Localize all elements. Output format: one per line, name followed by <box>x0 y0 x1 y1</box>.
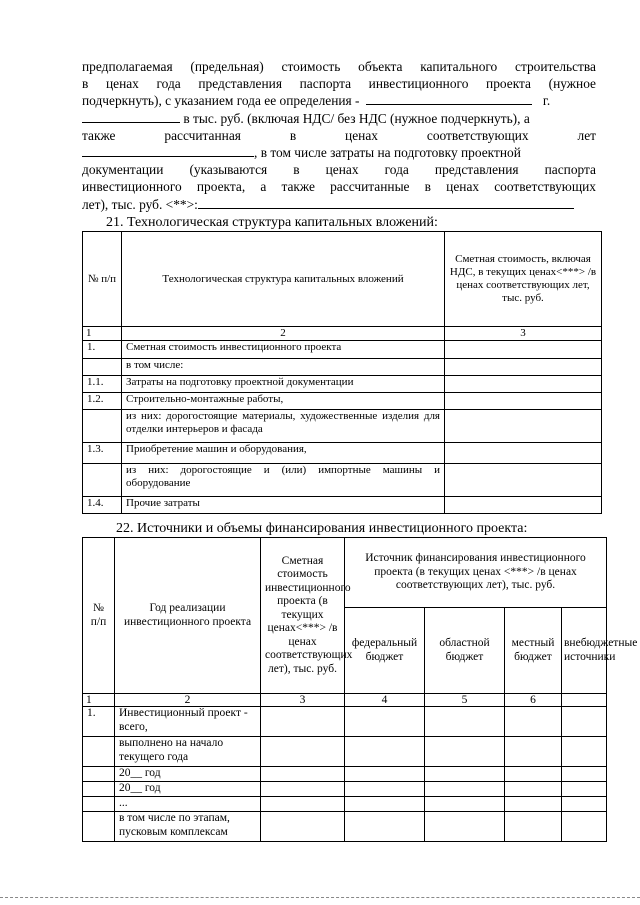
col-year-header: Год реализации инвестиционного проекта <box>115 538 261 694</box>
row-value <box>445 464 602 497</box>
row-num <box>83 767 115 782</box>
column-index-row <box>83 694 607 707</box>
table-row <box>83 737 607 767</box>
table-row <box>83 359 602 376</box>
row-label: Прочие затраты <box>122 497 445 514</box>
row-value <box>261 782 345 797</box>
table-header-row <box>83 232 602 327</box>
row-value <box>425 737 505 767</box>
col-cost-header: Сметная стоимость инвестиционного проекта (в текущих ценах<***> /в ценах соответствующих лет), тыс. руб. <box>261 538 345 694</box>
table-row <box>83 812 607 842</box>
row-value <box>562 782 607 797</box>
paragraph-text: лет), тыс. руб. <**>: <box>82 196 198 212</box>
table-row <box>83 443 602 464</box>
year-blank <box>366 92 532 105</box>
years-blank <box>82 144 254 157</box>
row-num <box>83 737 115 767</box>
row-num <box>83 464 122 497</box>
index-cell: 2 <box>122 327 445 341</box>
row-label: Инвестиционный проект - всего, <box>115 707 261 737</box>
row-value <box>445 341 602 359</box>
row-num <box>83 410 122 443</box>
row-value <box>445 393 602 410</box>
index-cell: 6 <box>505 694 562 707</box>
row-value <box>445 497 602 514</box>
paragraph-line <box>82 144 596 161</box>
row-value <box>445 376 602 393</box>
table-row <box>83 410 602 443</box>
row-value <box>505 737 562 767</box>
index-cell: 3 <box>445 327 602 341</box>
row-label: в том числе: <box>122 359 445 376</box>
row-value <box>425 767 505 782</box>
row-label: из них: дорогостоящие и (или) импортные машины и оборудование <box>122 464 445 497</box>
year-suffix: г. <box>542 93 551 109</box>
row-num <box>83 359 122 376</box>
financing-sources-table <box>82 537 638 842</box>
row-value <box>261 767 345 782</box>
row-value <box>345 812 425 842</box>
table-row <box>83 376 602 393</box>
index-cell: 5 <box>425 694 505 707</box>
table-row <box>83 797 607 812</box>
col-source-header: Источник финансирования инвестиционного проекта (в текущих ценах <***> /в ценах соответствующих лет), тыс. руб. <box>345 538 607 608</box>
col-federal-header: федеральный бюджет <box>345 608 425 694</box>
row-num <box>83 782 115 797</box>
cost-paragraph <box>82 58 596 213</box>
col-num-header: № п/п <box>83 538 115 694</box>
row-value <box>345 767 425 782</box>
row-label: выполнено на начало текущего года <box>115 737 261 767</box>
row-label: Строительно-монтажные работы, <box>122 393 445 410</box>
table-row <box>83 341 602 359</box>
col-local-header: местный бюджет <box>505 608 562 694</box>
row-value <box>562 707 607 737</box>
row-value <box>261 812 345 842</box>
paragraph-line: документации (указываются в ценах года представления паспорта <box>82 162 596 178</box>
index-cell <box>562 694 607 707</box>
paragraph-line: предполагаемая (предельная) стоимость объекта капитального строительства <box>82 59 596 74</box>
row-value <box>425 707 505 737</box>
paragraph-line <box>82 110 596 127</box>
row-label: 20__ год <box>115 782 261 797</box>
row-value <box>425 782 505 797</box>
row-num: 1.1. <box>83 376 122 393</box>
amount-blank <box>82 110 180 123</box>
row-value <box>562 797 607 812</box>
row-value <box>505 767 562 782</box>
row-label: Сметная стоимость инвестиционного проекта <box>122 341 445 359</box>
row-num: 1.2. <box>83 393 122 410</box>
row-value <box>345 737 425 767</box>
table-row <box>83 782 607 797</box>
row-value <box>562 737 607 767</box>
row-value <box>445 359 602 376</box>
row-num <box>83 812 115 842</box>
row-value <box>445 443 602 464</box>
index-cell: 3 <box>261 694 345 707</box>
paragraph-line <box>82 196 596 213</box>
row-label: 20__ год <box>115 767 261 782</box>
row-num: 1. <box>83 341 122 359</box>
capital-structure-table <box>82 231 602 514</box>
col-structure-header: Технологическая структура капитальных вложений <box>122 232 445 327</box>
index-cell: 1 <box>83 694 115 707</box>
row-label: в том числе по этапам, пусковым комплексам <box>115 812 261 842</box>
table-row <box>83 393 602 410</box>
row-value <box>261 707 345 737</box>
row-value <box>505 782 562 797</box>
col-offbudget-header: внебюджетные источники <box>562 608 607 694</box>
row-value <box>505 797 562 812</box>
table-row <box>83 707 607 737</box>
row-label: из них: дорогостоящие материалы, художественные изделия для отделки интерьеров и фасада <box>122 410 445 443</box>
index-cell: 4 <box>345 694 425 707</box>
row-value <box>261 737 345 767</box>
row-value <box>445 410 602 443</box>
paragraph-line: также рассчитанная в ценах соответствующих лет <box>82 127 596 143</box>
col-num-header: № п/п <box>83 232 122 327</box>
total-blank <box>198 196 574 209</box>
section-21-title: 21. Технологическая структура капитальных вложений: <box>106 215 438 230</box>
row-label: Затраты на подготовку проектной документации <box>122 376 445 393</box>
table-row <box>83 767 607 782</box>
col-regional-header: областной бюджет <box>425 608 505 694</box>
paragraph-line <box>82 92 596 109</box>
row-num: 1.4. <box>83 497 122 514</box>
row-value <box>505 812 562 842</box>
paragraph-text: подчеркнуть), с указанием года ее определения - <box>82 93 360 109</box>
row-value <box>505 707 562 737</box>
index-cell: 1 <box>83 327 122 341</box>
row-value <box>562 767 607 782</box>
paragraph-text: , в том числе затраты на подготовку проектной <box>254 144 521 160</box>
row-value <box>345 797 425 812</box>
scan-edge <box>0 897 640 900</box>
row-value <box>345 782 425 797</box>
row-num: 1. <box>83 707 115 737</box>
row-value <box>261 797 345 812</box>
col-cost-header: Сметная стоимость, включая НДС, в текущих ценах<***> /в ценах соответствующих лет, тыс. руб. <box>445 232 602 327</box>
row-label: Приобретение машин и оборудования, <box>122 443 445 464</box>
paragraph-line: инвестиционного проекта, а также рассчитанные в ценах соответствующих <box>82 179 596 195</box>
row-value <box>425 812 505 842</box>
row-value <box>425 797 505 812</box>
paragraph-text: в тыс. руб. (включая НДС/ без НДС (нужное подчеркнуть), а <box>183 110 530 126</box>
row-num <box>83 797 115 812</box>
column-index-row <box>83 327 602 341</box>
row-value <box>345 707 425 737</box>
index-cell: 2 <box>115 694 261 707</box>
table-row <box>83 497 602 514</box>
row-num: 1.3. <box>83 443 122 464</box>
table-header-row <box>83 538 607 608</box>
paragraph-line: в ценах года представления паспорта инвестиционного проекта (нужное <box>82 76 596 92</box>
row-label: ... <box>115 797 261 812</box>
table-row <box>83 464 602 497</box>
row-value <box>562 812 607 842</box>
section-22-title: 22. Источники и объемы финансирования инвестиционного проекта: <box>116 521 528 536</box>
